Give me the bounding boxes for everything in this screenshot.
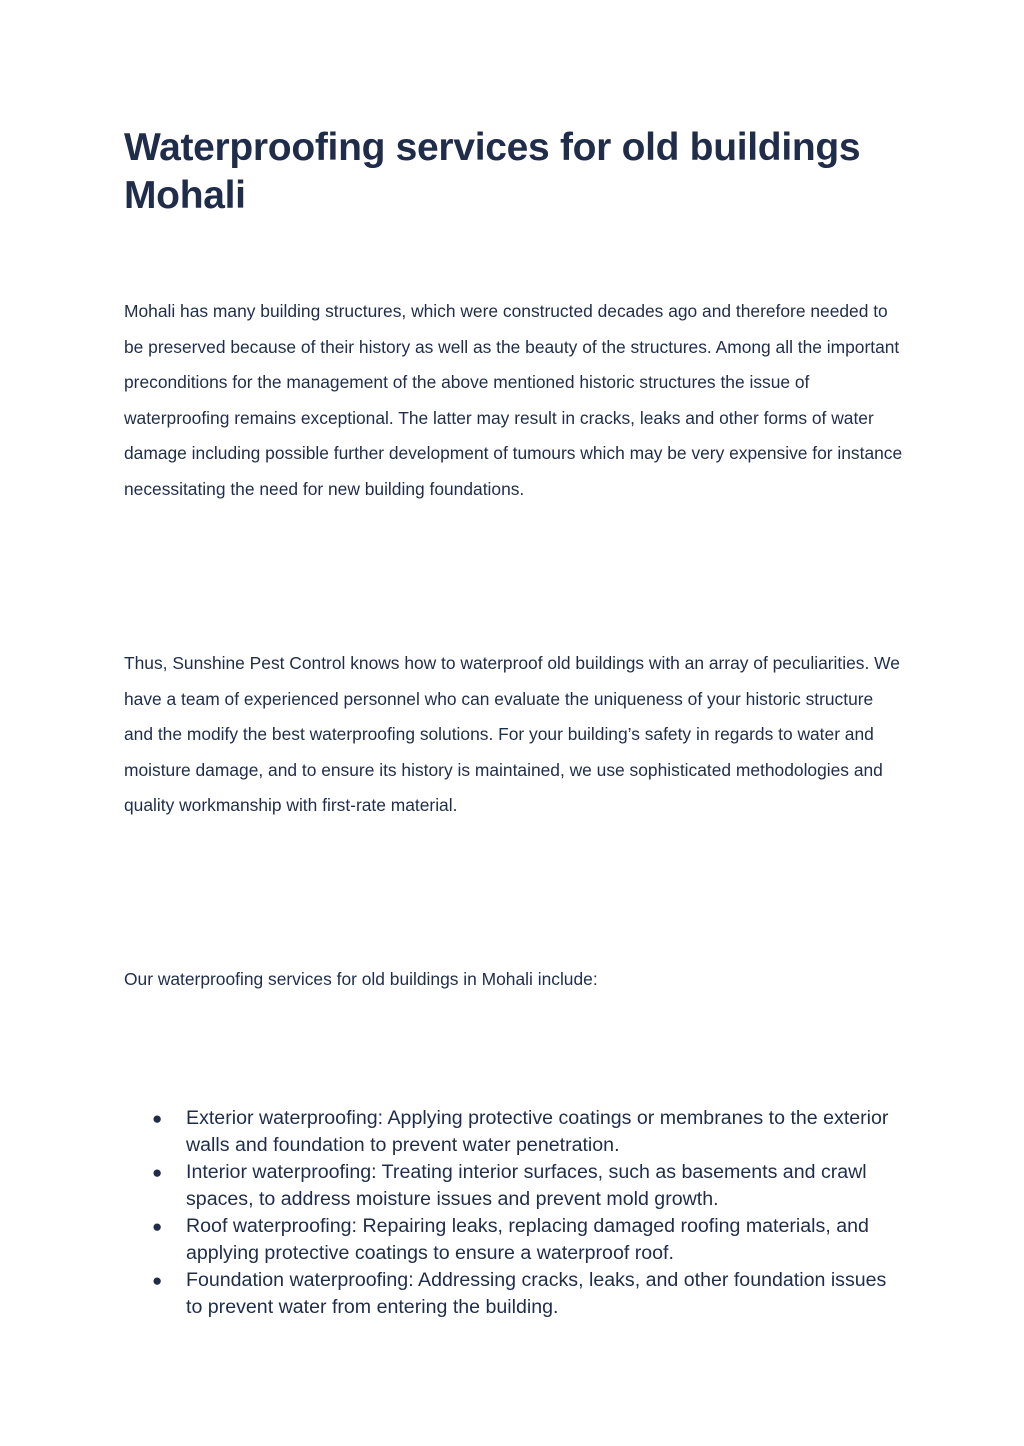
- company-paragraph: Thus, Sunshine Pest Control knows how to waterproof old buildings with an array of peculiarities. We have a team of experienced personnel who can evaluate the uniqueness of your historic structure and the modify the best waterproofing solutions. For your building’s safety in regards to water and moisture damage, and to ensure its history is maintained, we use sophisticated methodologies and quality workmanship with first-rate material.: [124, 653, 900, 815]
- services-list: [152, 1105, 892, 1321]
- list-item-text: Exterior waterproofing: Applying protective coatings or membranes to the exterior walls and foundation to prevent water penetration.: [186, 1107, 889, 1156]
- list-item: [152, 1105, 892, 1159]
- page-title: Waterproofing services for old buildings Mohali: [124, 126, 861, 217]
- list-item: [152, 1267, 892, 1321]
- services-intro-paragraph: Our waterproofing services for old buildings in Mohali include:: [124, 969, 598, 989]
- intro-paragraph: Mohali has many building structures, which were constructed decades ago and therefore needed to be preserved because of their history as well as the beauty of the structures. Among all the important preconditions for the management of the above mentioned historic structures the issue of waterproofing remains exceptional. The latter may result in cracks, leaks and other forms of water damage including possible further development of tumours which may be very expensive for instance necessitating the need for new building foundations.: [124, 301, 903, 499]
- list-item-text: Interior waterproofing: Treating interior surfaces, such as basements and crawl spaces, to address moisture issues and prevent mold growth.: [186, 1161, 867, 1210]
- bullet-icon: ●: [152, 1163, 163, 1182]
- list-item-text: Roof waterproofing: Repairing leaks, replacing damaged roofing materials, and applying protective coatings to ensure a waterproof roof.: [186, 1215, 869, 1264]
- bullet-icon: ●: [152, 1109, 163, 1128]
- list-item: [152, 1213, 892, 1267]
- list-item: [152, 1159, 892, 1213]
- list-item-text: Foundation waterproofing: Addressing cracks, leaks, and other foundation issues to prevent water from entering the building.: [186, 1269, 887, 1318]
- bullet-icon: ●: [152, 1271, 163, 1290]
- bullet-icon: ●: [152, 1217, 163, 1236]
